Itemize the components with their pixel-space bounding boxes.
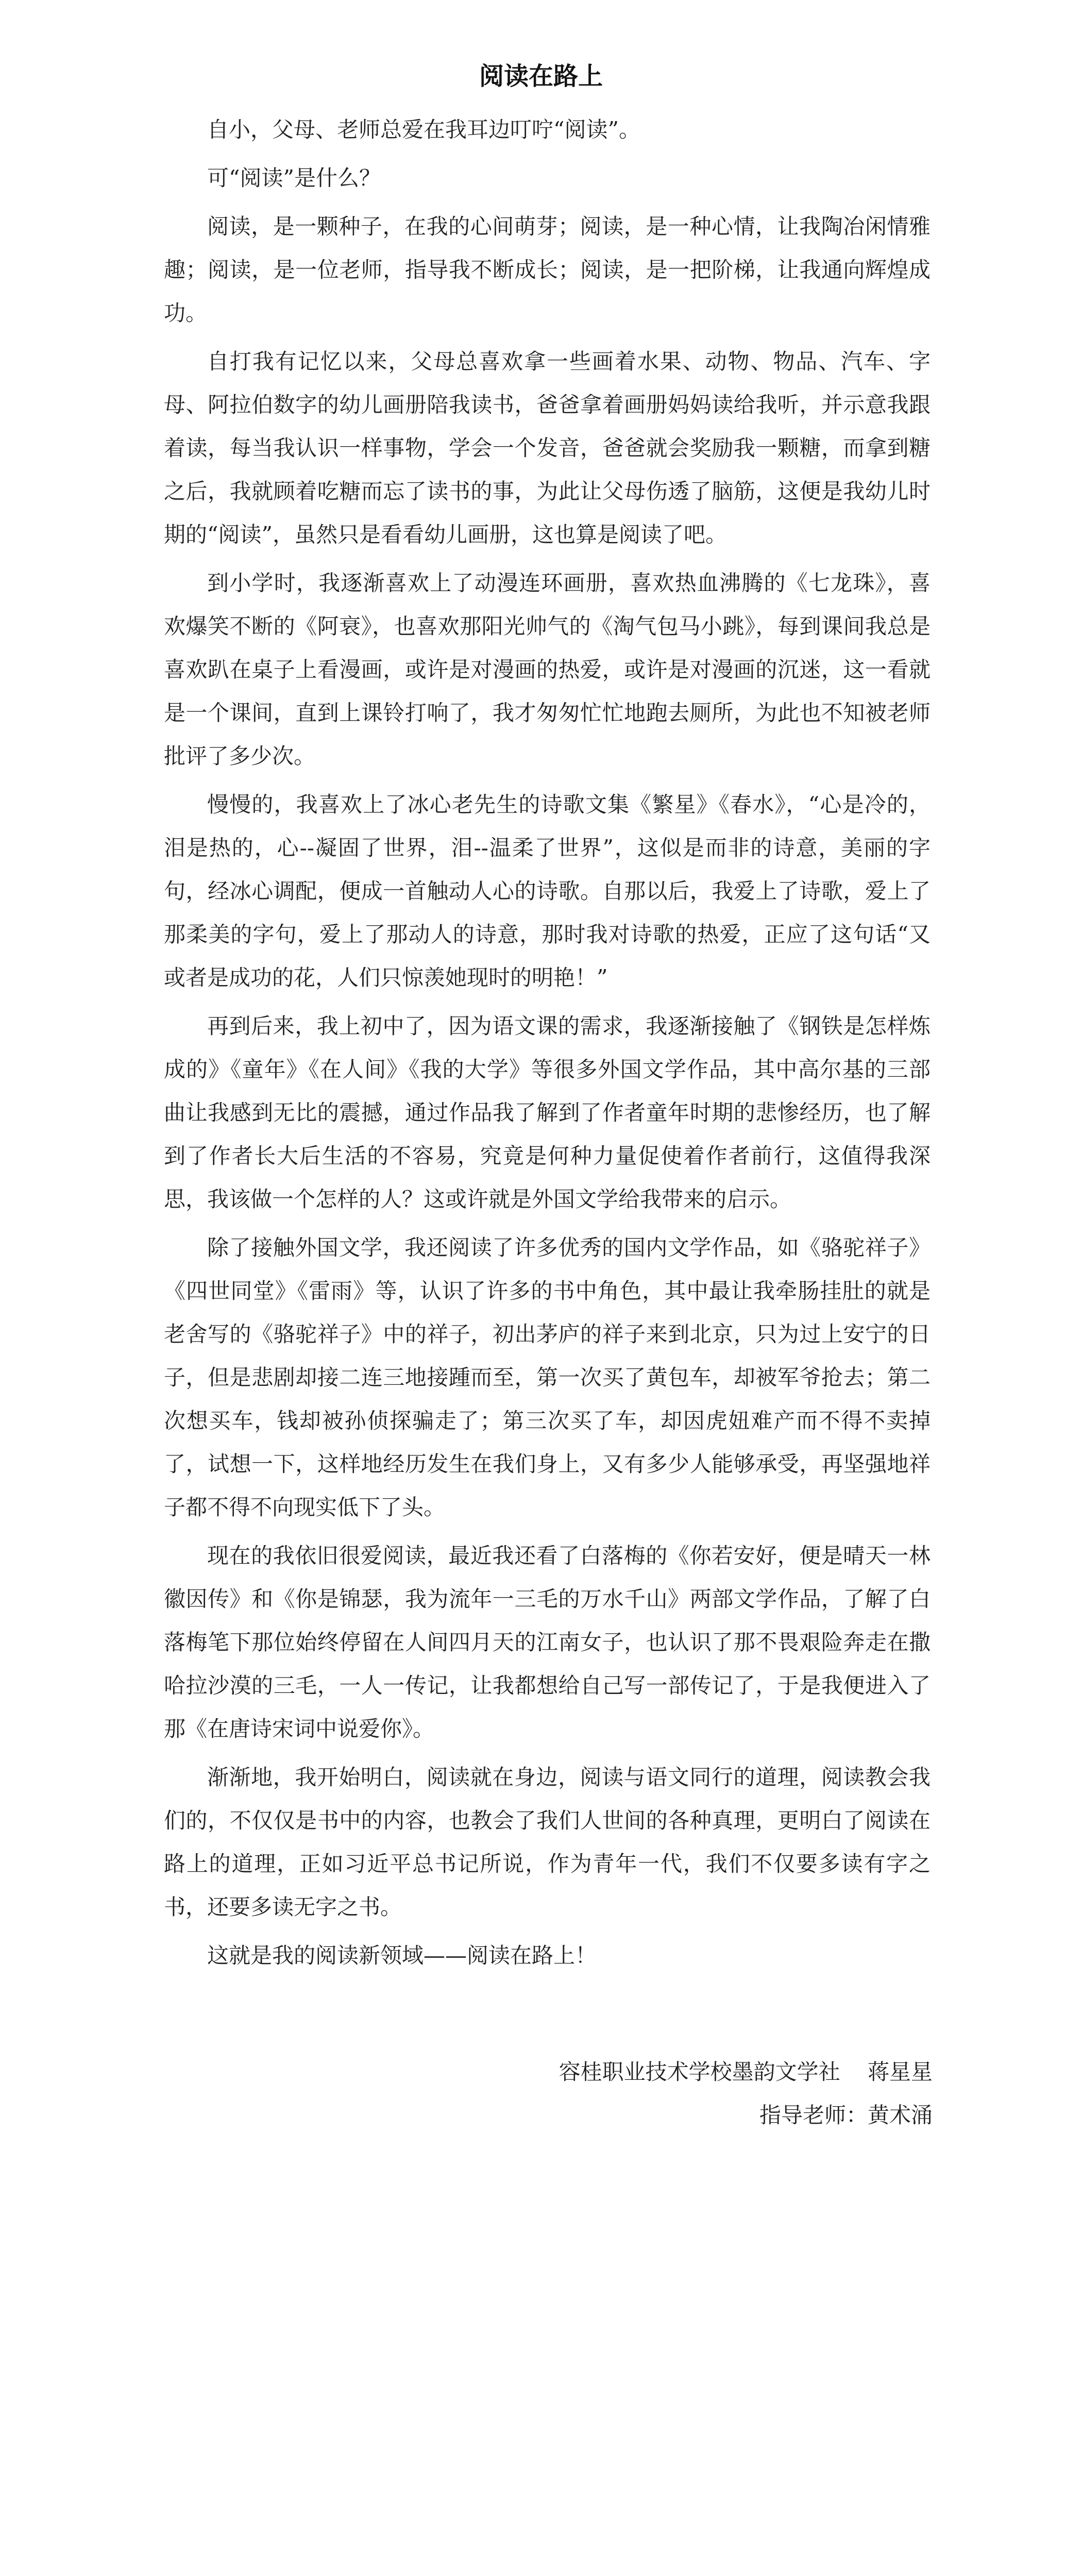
paragraph: 渐渐地，我开始明白，阅读就在身边，阅读与语文同行的道理，阅读教会我们的，不仅仅是书中的内容，也教会了我们人世间的各种真理，更明白了阅读在路上的道理，正如习近平总书记所说，作为青年一代，我们不仅要多读有字之书，还要多读无字之书。	[164, 1765, 931, 1920]
paragraph: 除了接触外国文学，我还阅读了许多优秀的国内文学作品，如《骆驼祥子》《四世同堂》《雷雨》等，认识了许多的书中角色，其中最让我牵肠挂肚的就是老舍写的《骆驼祥子》中的祥子，初出茅庐的祥子来到北京，只为过上安宁的日子，但是悲剧却接二连三地接踵而至，第一次买了黄包车，却被军爷抢去；第二次想买车，钱却被孙侦探骗走了；第三次买了车，却因虎妞难产而不得不卖掉了，试想一下，这样地经历发生在我们身上，又有多少人能够承受，再坚强地祥子都不得不向现实低下了头。	[164, 1235, 931, 1520]
paragraph: 到小学时，我逐渐喜欢上了动漫连环画册，喜欢热血沸腾的《七龙珠》，喜欢爆笑不断的《阿衰》，也喜欢那阳光帅气的《淘气包马小跳》，每到课间我总是喜欢趴在桌子上看漫画，或许是对漫画的热爱，或许是对漫画的沉迷，这一看就是一个课间，直到上课铃打响了，我才匆匆忙忙地跑去厕所，为此也不知被老师批评了多少次。	[164, 570, 931, 769]
essay-body	[164, 108, 931, 1982]
paragraph: 自小，父母、老师总爱在我耳边叮咛“阅读”。	[207, 117, 640, 142]
paragraph: 现在的我依旧很爱阅读，最近我还看了白落梅的《你若安好，便是晴天一林徽因传》和《你是锦瑟，我为流年一三毛的万水千山》两部文学作品，了解了白落梅笔下那位始终停留在人间四月天的江南女子，也认识了那不畏艰险奔走在撒哈拉沙漠的三毛，一人一传记，让我都想给自己写一部传记了，于是我便进入了那《在唐诗宋词中说爱你》。	[164, 1543, 931, 1741]
paragraph: 这就是我的阅读新领域——阅读在路上！	[207, 1943, 597, 1968]
author-line: 容桂职业技术学校墨韵文学社 蒋星星	[559, 2059, 933, 2084]
paragraph: 阅读，是一颗种子，在我的心间萌芽；阅读，是一种心情，让我陶冶闲情雅趣；阅读，是一位老师，指导我不断成长；阅读，是一把阶梯，让我通向辉煌成功。	[164, 214, 931, 326]
essay-title: 阅读在路上	[479, 62, 603, 91]
teacher-line: 指导老师：黄术涌	[759, 2103, 933, 2128]
paragraph: 再到后来，我上初中了，因为语文课的需求，我逐渐接触了《钢铁是怎样炼成的》《童年》《在人间》《我的大学》等很多外国文学作品，其中高尔基的三部曲让我感到无比的震撼，通过作品我了解到了作者童年时期的悲惨经历，也了解到了作者长大后生活的不容易，究竟是何种力量促使着作者前行，这值得我深思，我该做一个怎样的人？这或许就是外国文学给我带来的启示。	[164, 1013, 931, 1212]
paragraph: 慢慢的，我喜欢上了冰心老先生的诗歌文集《繁星》《春水》，“心是冷的，泪是热的，心--凝固了世界，泪--温柔了世界”，这似是而非的诗意，美丽的字句，经冰心调配，便成一首触动人心的诗歌。自那以后，我爱上了诗歌，爱上了那柔美的字句，爱上了那动人的诗意，那时我对诗歌的热爱，正应了这句话“又或者是成功的花，人们只惊羡她现时的明艳！”	[164, 792, 931, 990]
paragraph: 自打我有记忆以来，父母总喜欢拿一些画着水果、动物、物品、汽车、字母、阿拉伯数字的幼儿画册陪我读书，爸爸拿着画册妈妈读给我听，并示意我跟着读，每当我认识一样事物，学会一个发音，爸爸就会奖励我一颗糖，而拿到糖之后，我就顾着吃糖而忘了读书的事，为此让父母伤透了脑筋，这便是我幼儿时期的“阅读”，虽然只是看看幼儿画册，这也算是阅读了吧。	[164, 349, 931, 547]
signature-block	[559, 2050, 933, 2137]
paragraph: 可“阅读”是什么？	[207, 165, 381, 191]
